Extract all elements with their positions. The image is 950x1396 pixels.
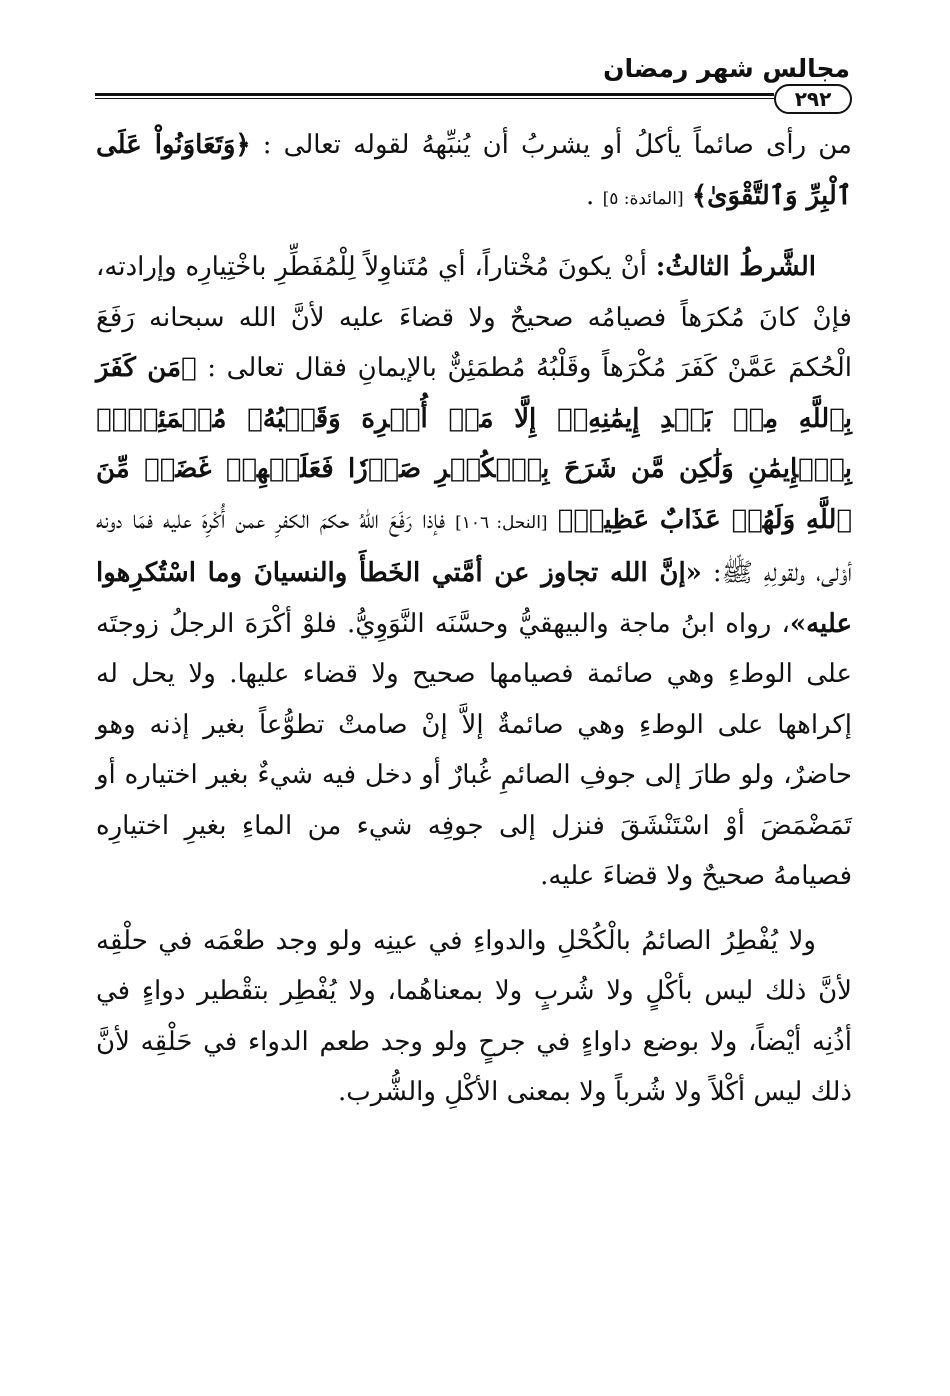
- paragraph-1-end: .: [586, 180, 595, 211]
- quran-verse-1: وَتَعَاوَنُواْ عَلَى ٱلْبِرِّ وَٱلتَّقْوَىٰ: [96, 130, 852, 211]
- paragraph-2-text-2: فإذا رَفَعَ اللهُ حكمَ الكفرِ عمن أُكْرِهَ عليه فمَا دونه أوْلى، ولقولِهِ ﷺ:: [96, 504, 853, 588]
- paragraph-1-text: من رأى صائماً يأكلُ أو يشربُ أن يُنبِّههُ لقوله تعالى :: [262, 130, 852, 160]
- hadith-quote: «إنَّ الله تجاوز عن أمَّتي الخَطأَ والنسيانَ وما اسْتُكرِهوا عليه»: [96, 558, 852, 639]
- page-header: [95, 48, 852, 111]
- quran-verse-2: مَن كَفَرَ بِٱللَّهِ مِنۢ بَعۡدِ إِيمَٰنِهِۦٓ إِلَّا مَنۡ أُكۡرِهَ وَقَلۡبُهُۥ مُطۡمَئِنُّۢ بِٱلۡإِيمَٰنِ وَلَٰكِن مَّن شَرَحَ بِٱلۡكُفۡرِ صَدۡرٗا فَعَلَيۡهِمۡ غَضَبٞ مِّنَ ٱللَّهِ وَلَهُمۡ عَذَابٌ عَظِيمٞ: [96, 353, 853, 535]
- paragraph-2: [96, 242, 852, 902]
- paragraph-2-text-1: أنْ يكونَ مُخْتاراً، أي مُتَناوِلاً لِلْمُفَطِّرِ باخْتِيارِه وإرادته، فإنْ كانَ مُكرَهاً فصيامُه صحيحٌ ولا قضاءَ عليه لأنَّ الله سبحانه رَفَعَ الْحُكمَ عَمَّنْ كَفَرَ مُكْرَهاً وقَلْبُهُ مُطمَئِنٌّ بالإيمانِ فقال تعالى :: [96, 252, 853, 383]
- paragraph-2-text-3: ، رواه ابنُ ماجة والبيهقيُّ وحسَّنَه النَّوَوِيُّ. فلوْ أكْرَهَ الرجلُ زوجتَه على الوطءِ وهي صائمة فصيامها صحيح ولا قضاء عليها. ولا يحل له إكراهها على الوطءِ وهي صائمةٌ إلاَّ إنْ صامتْ تطوُّعاً بغير إذنه وهو حاضرٌ، ولو طارَ إلى جوفِ الصائمِ غُبارٌ أو دخل فيه شيءٌ بغير اختياره أو تَمَضْمَضَ أوْ اسْتَنْشَقَ فنزل إلى جوفِه شيء من الماءِ بغيرِ اختيارِه فصيامهُ صحيحٌ ولا قضاءَ عليه.: [96, 608, 853, 891]
- quran-bracket-open: ﴿: [181, 353, 197, 383]
- page-body: [96, 120, 852, 1118]
- quran-bracket-close: ﴾: [557, 504, 574, 535]
- verse-reference-1: [المائدة: ٥]: [602, 188, 684, 209]
- running-title: مجالس شهر رمضان: [603, 54, 850, 83]
- section-term: الشَّرطُ الثالثُ:: [655, 252, 817, 282]
- page-number: ٢٩٢: [774, 84, 852, 114]
- quran-bracket-close: ﴾: [691, 180, 708, 211]
- header-rule: [95, 93, 774, 99]
- quran-bracket-open: ﴿: [235, 130, 251, 160]
- paragraph-3: [96, 916, 852, 1118]
- verse-reference-2: [النحل: ١٠٦]: [455, 512, 548, 533]
- paragraph-3-text: ولا يُفْطِرُ الصائمُ بالْكُحْلِ والدواءِ في عينِه ولو وجد طعْمَه في حلْقِه لأنَّ ذلك ليس بأكْلٍ ولا شُربٍ ولا بمعناهُما، ولا يُفْطِر بتقْطير دواءٍ في أذُنِه أيْضاً، ولا بوضع داواءٍ في جرحٍ ولو وجد طعم الدواء في حَلْقِه لأنَّ ذلك ليس أكْلاً ولا شُرباً ولا بمعنى الأكْلِ والشُّرب.: [96, 925, 852, 1107]
- paragraph-1: [96, 120, 852, 224]
